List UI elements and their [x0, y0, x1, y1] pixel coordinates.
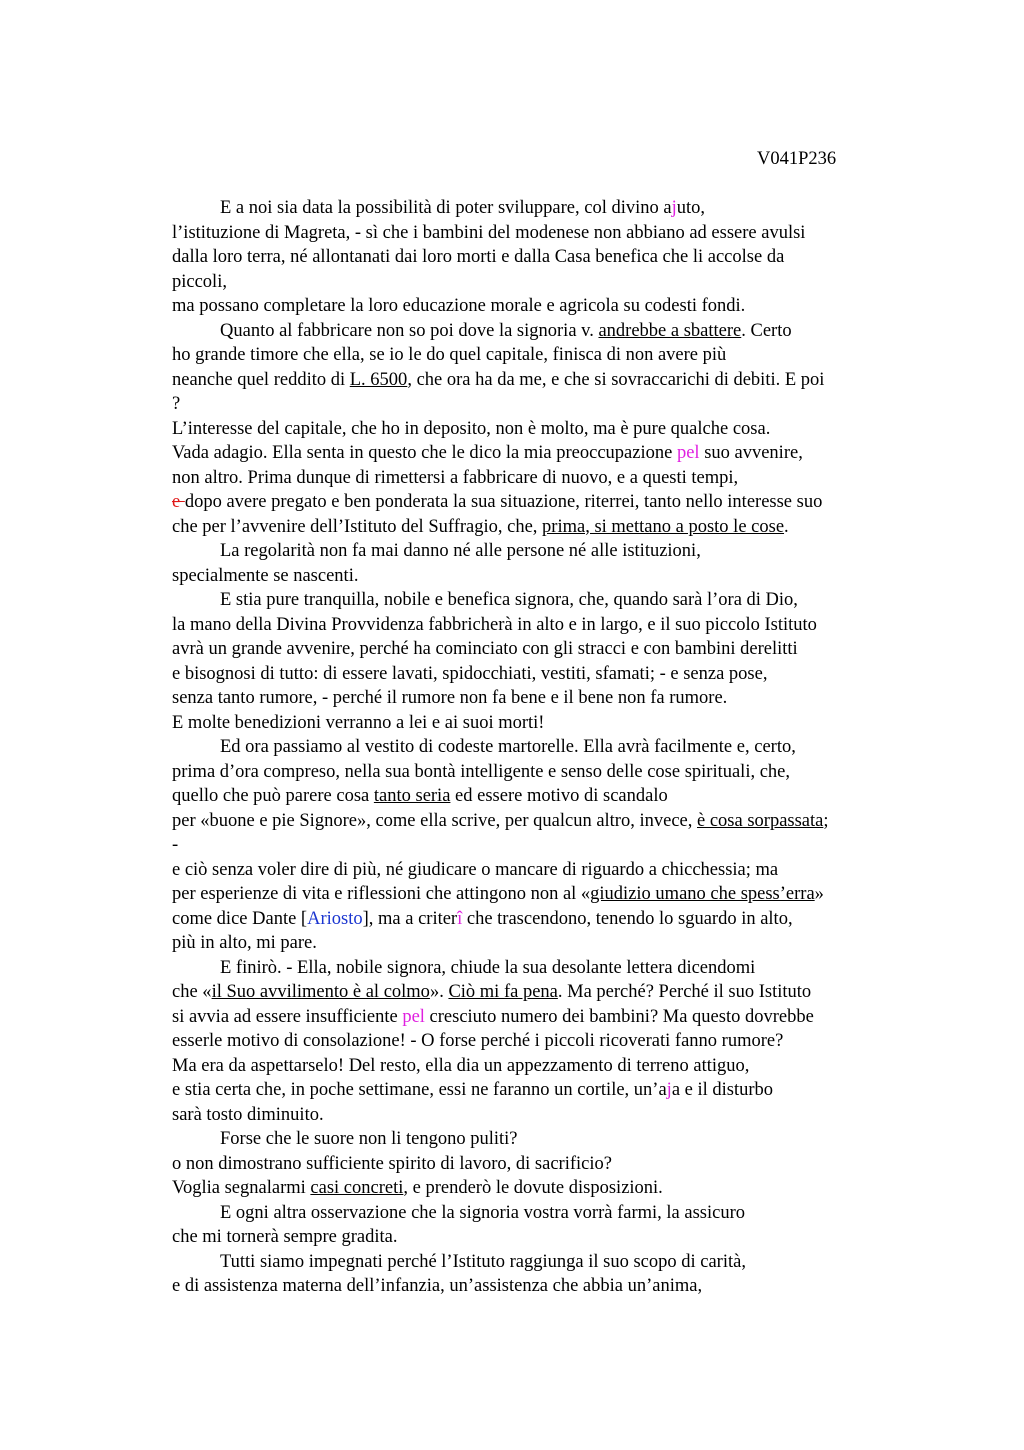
- text-segment: esserle motivo di consolazione! - O forse perché i piccoli ricoverati fanno rumore?: [172, 1031, 784, 1051]
- correction-text: Ariosto: [307, 908, 363, 929]
- underlined-text: L. 6500: [349, 369, 408, 390]
- text-segment: e stia certa che, in poche settimane, essi ne faranno un cortile, un’a: [172, 1080, 667, 1100]
- text-line: [172, 319, 912, 344]
- text-line: [172, 907, 912, 932]
- underlined-text: giudizio umano che spess’erra: [590, 884, 815, 904]
- text-segment: ».: [429, 982, 449, 1002]
- text-line: [172, 882, 912, 907]
- text-segment: che per l’avvenire dell’Istituto del Suffragio, che,: [172, 516, 543, 537]
- text-segment: E molte benedizioni verranno a lei e ai suoi morti!: [172, 712, 545, 733]
- text-line: [172, 1152, 912, 1177]
- text-segment: più in alto, mi pare.: [172, 933, 317, 953]
- text-line: [172, 221, 912, 246]
- underlined-text: casi concreti: [310, 1178, 404, 1198]
- text-line: [172, 760, 912, 785]
- text-line: [172, 245, 912, 270]
- highlighted-text: pel: [402, 1006, 425, 1027]
- text-line: [172, 368, 912, 393]
- text-segment: specialmente se nascenti.: [172, 565, 359, 586]
- text-segment: prima d’ora compreso, nella sua bontà intelligente e senso delle cose spirituali, che,: [172, 761, 791, 782]
- highlighted-text: j: [666, 1080, 672, 1100]
- text-segment: uto,: [676, 198, 706, 218]
- underlined-text: tanto seria: [373, 786, 451, 806]
- text-segment: ho grande timore che ella, se io le do quel capitale, finisca di non avere più: [172, 345, 727, 365]
- text-line: [172, 1078, 912, 1103]
- text-segment: non altro. Prima dunque di rimettersi a fabbricare di nuovo, e a questi tempi,: [172, 467, 739, 488]
- text-segment: E ogni altra osservazione che la signoria vostra vorrà farmi, la assicuro: [220, 1202, 746, 1223]
- text-line: [172, 1250, 912, 1275]
- text-segment: cresciuto numero dei bambini? Ma questo dovrebbe: [424, 1006, 814, 1027]
- underlined-text: prima, si mettano a posto le cose: [542, 516, 785, 537]
- text-line: [172, 1127, 912, 1152]
- text-segment: ;: [823, 810, 829, 831]
- highlighted-text: j: [671, 198, 677, 218]
- text-line: [172, 466, 912, 491]
- text-line: [172, 1005, 912, 1030]
- text-line: [172, 270, 912, 295]
- text-segment: neanche quel reddito di: [172, 369, 350, 390]
- text-line: [172, 539, 912, 564]
- text-line: [172, 613, 912, 638]
- text-segment: .: [784, 516, 789, 537]
- text-line: [172, 294, 912, 319]
- text-line: [172, 588, 912, 613]
- text-line: [172, 858, 912, 883]
- highlighted-text: î: [457, 908, 463, 929]
- text-segment: per «buone e pie Signore», come ella scrive, per qualcun altro, invece,: [172, 810, 697, 831]
- text-line: [172, 662, 912, 687]
- text-segment: Ed ora passiamo al vestito di codeste martorelle. Ella avrà facilmente e, certo,: [220, 737, 796, 757]
- text-segment: E stia pure tranquilla, nobile e benefica signora, che, quando sarà l’ora di Dio,: [220, 590, 798, 610]
- text-segment: . Ma perché? Perché il suo Istituto: [557, 982, 812, 1002]
- struck-text: e: [172, 492, 185, 512]
- text-segment: suo avvenire,: [699, 443, 803, 463]
- text-segment: ma possano completare la loro educazione morale e agricola su codesti fondi.: [172, 296, 746, 316]
- text-line: [172, 784, 912, 809]
- text-segment: Quanto al fabbricare non so poi dove la signoria v.: [220, 320, 599, 341]
- text-segment: quello che può parere cosa: [172, 786, 374, 806]
- text-segment: la mano della Divina Provvidenza fabbricherà in alto e in largo, e il suo piccolo Istituto: [172, 614, 817, 635]
- text-segment: Forse che le suore non li tengono puliti?: [220, 1129, 518, 1149]
- text-segment: ed essere motivo di scandalo: [450, 786, 668, 806]
- text-segment: E finirò. - Ella, nobile signora, chiude la sua desolante lettera dicendomi: [220, 957, 756, 978]
- text-segment: dopo avere pregato e ben ponderata la sua situazione, riterrei, tanto nello interesse suo: [184, 492, 823, 512]
- text-segment: che trascendono, tenendo lo sguardo in alto,: [462, 908, 793, 929]
- text-line: [172, 1274, 912, 1299]
- text-line: [172, 735, 912, 760]
- text-line: [172, 1054, 912, 1079]
- text-segment: . Certo: [741, 320, 792, 341]
- text-segment: dalla loro terra, né allontanati dai loro morti e dalla Casa benefica che li accolse da: [172, 247, 785, 267]
- text-line: [172, 980, 912, 1005]
- text-segment: e bisognosi di tutto: di essere lavati, spidocchiati, vestiti, sfamati; - e senza pose,: [172, 663, 768, 684]
- text-line: [172, 441, 912, 466]
- text-line: [172, 931, 912, 956]
- text-segment: a e il disturbo: [671, 1080, 774, 1100]
- text-line: [172, 1201, 912, 1226]
- underlined-text: Ciò mi fa pena: [448, 982, 558, 1002]
- text-segment: L’interesse del capitale, che ho in deposito, non è molto, ma è pure qualche cosa.: [172, 418, 771, 439]
- highlighted-text: pel: [676, 443, 700, 463]
- text-line: [172, 1176, 912, 1201]
- text-segment: senza tanto rumore, - perché il rumore non fa bene e il bene non fa rumore.: [172, 688, 728, 708]
- text-line: [172, 1225, 912, 1250]
- text-segment: piccoli,: [172, 271, 227, 292]
- text-segment: Vada adagio. Ella senta in questo che le dico la mia preoccupazione: [172, 443, 677, 463]
- text-segment: sarà tosto diminuito.: [172, 1104, 324, 1125]
- text-segment: E a noi sia data la possibilità di poter sviluppare, col divino a: [220, 198, 672, 218]
- text-line: [172, 490, 912, 515]
- text-segment: ], ma a criter: [362, 908, 458, 929]
- text-line: [172, 1029, 912, 1054]
- text-line: [172, 392, 912, 417]
- text-line: [172, 417, 912, 442]
- text-segment: avrà un grande avvenire, perché ha cominciato con gli stracci e con bambini derelitti: [172, 639, 798, 659]
- text-line: [172, 711, 912, 736]
- text-line: [172, 833, 912, 858]
- underlined-text: è cosa sorpassata: [697, 810, 824, 831]
- text-segment: , che ora ha da me, e che si sovraccarichi di debiti. E poi: [407, 369, 825, 390]
- text-segment: come dice Dante [: [172, 908, 308, 929]
- text-line: [172, 809, 912, 834]
- text-segment: Tutti siamo impegnati perché l’Istituto raggiunga il suo scopo di carità,: [220, 1251, 746, 1272]
- text-segment: Voglia segnalarmi: [172, 1178, 311, 1198]
- text-segment: che «: [172, 982, 212, 1002]
- text-segment: ?: [172, 394, 181, 414]
- text-line: [172, 956, 912, 981]
- text-segment: si avvia ad essere insufficiente: [172, 1006, 403, 1027]
- text-line: [172, 637, 912, 662]
- text-segment: »: [814, 884, 824, 904]
- text-line: [172, 564, 912, 589]
- text-segment: -: [172, 835, 179, 855]
- text-segment: La regolarità non fa mai danno né alle persone né alle istituzioni,: [220, 541, 701, 561]
- text-segment: Ma era da aspettarselo! Del resto, ella dia un appezzamento di terreno attiguo,: [172, 1055, 750, 1076]
- page-identifier: V041P236: [757, 149, 837, 169]
- text-line: [172, 343, 912, 368]
- text-segment: per esperienze di vita e riflessioni che attingono non al «: [172, 884, 591, 904]
- text-line: [172, 515, 912, 540]
- text-line: [172, 686, 912, 711]
- underlined-text: il Suo avvilimento è al colmo: [211, 982, 430, 1002]
- underlined-text: andrebbe a sbattere: [598, 320, 742, 341]
- text-segment: e ciò senza voler dire di più, né giudicare o mancare di riguardo a chicchessia; ma: [172, 859, 779, 880]
- text-segment: , e prenderò le dovute disposizioni.: [403, 1178, 663, 1198]
- text-segment: l’istituzione di Magreta, - sì che i bambini del modenese non abbiano ad essere avulsi: [172, 222, 806, 243]
- text-line: [172, 196, 912, 221]
- text-segment: che mi tornerà sempre gradita.: [172, 1227, 398, 1247]
- text-segment: o non dimostrano sufficiente spirito di lavoro, di sacrificio?: [172, 1153, 612, 1174]
- text-segment: e di assistenza materna dell’infanzia, un’assistenza che abbia un’anima,: [172, 1276, 703, 1296]
- text-line: [172, 1103, 912, 1128]
- letter-body: [172, 196, 912, 1299]
